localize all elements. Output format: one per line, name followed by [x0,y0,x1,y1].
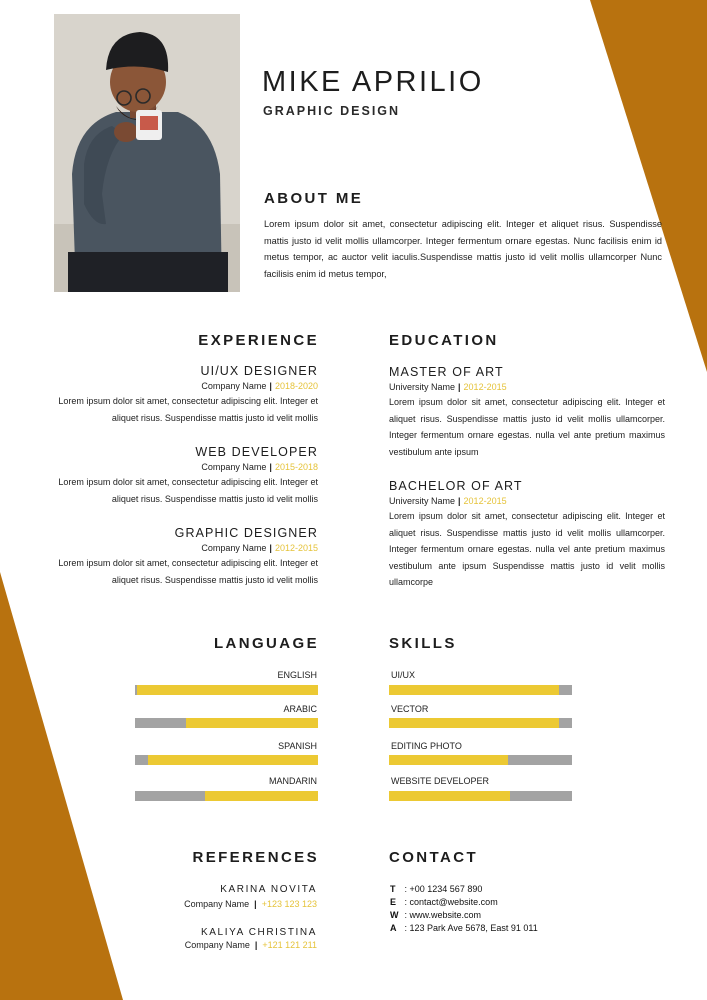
skill-label: VECTOR [391,704,429,714]
reference-name: KALIYA CHRISTINA [201,927,317,938]
experience-heading: EXPERIENCE [198,332,319,349]
job-title: UI/UX DESIGNER [200,364,318,378]
separator: | [269,381,272,391]
person-portrait-image [54,14,240,292]
language-label: ARABIC [283,704,317,714]
education-description: Lorem ipsum dolor sit amet, consectetur adipiscing elit. Integer et aliquet risus. Suspendisse mattis justo id velit mollis ullamcorper. Integer fermentum ornare egestas. nulla vel ante pretium maximus vestibulum ante ipsum [389,397,665,457]
skill-level-bar [389,718,572,728]
contact-value: www.website.com [409,910,482,920]
reference-phone: +123 123 123 [261,899,317,909]
company-name: Company Name [201,543,267,553]
contact-heading: CONTACT [389,849,479,866]
separator: | [269,543,272,553]
experience-item [46,445,318,507]
job-meta [46,462,318,472]
skill-level-bar [389,791,572,801]
company-name: Company Name [201,462,267,472]
contact-value: contact@website.com [409,897,498,907]
language-level-bar [135,685,318,695]
separator: | [458,382,461,392]
separator: | [254,940,258,950]
reference-meta [120,899,317,909]
language-level-fill [186,718,318,728]
language-level-bar [135,755,318,765]
contact-key: W [390,910,399,920]
experience-item [46,364,318,426]
language-label: ENGLISH [277,670,317,680]
education-meta [389,496,665,506]
references-heading: REFERENCES [192,849,319,866]
contact-phone: T : +00 1234 567 890 [390,884,483,894]
degree-title: MASTER OF ART [389,365,504,379]
language-label: MANDARIN [268,776,317,786]
company-name: Company Name [201,381,267,391]
job-years: 2012-2015 [274,543,318,553]
reference-company: Company Name [184,940,250,950]
education-meta [389,382,665,392]
about-text: Lorem ipsum dolor sit amet, consectetur adipiscing elit. Integer et aliquet risus. Suspendisse mattis justo id velit mollis ullamcorper. Integer fermentum ornare egestas. Nunc facilisis enim id metus tempor, ac auctor velit iaculis.Suspendisse mattis justo id velit mollis ullamcorper Nunc facilisis enim id metus tempor, [264,219,662,279]
contact-address: A : 123 Park Ave 5678, East 91 011 [390,923,538,933]
language-label: SPANISH [278,741,317,751]
job-meta [46,381,318,391]
job-title: GRAPHIC DESIGNER [174,526,318,540]
school-name: University Name [389,496,456,506]
separator: | [269,462,272,472]
contact-key: E [390,897,397,907]
education-years: 2012-2015 [463,382,507,392]
language-level-fill [205,791,318,801]
job-description: Lorem ipsum dolor sit amet, consectetur adipiscing elit. Integer et aliquet risus. Suspendisse mattis justo id velit mollis [58,558,318,585]
contact-email: E : contact@website.com [390,897,498,907]
accent-stripe-top-right [590,0,707,372]
language-level-bar [135,718,318,728]
contact-website: W : www.website.com [390,910,482,920]
education-years: 2012-2015 [463,496,507,506]
education-description: Lorem ipsum dolor sit amet, consectetur adipiscing elit. Integer et aliquet risus. Suspendisse mattis justo id velit mollis ullamcorper. Integer fermentum ornare egestas. nulla vel ante pretium maximus vestibulum ante ipsum Suspendisse mattis justo id velit mollis ullamcorpe [389,511,665,587]
experience-item [46,526,318,588]
language-level-fill [148,755,318,765]
accent-stripe-bottom-left [0,572,123,1000]
job-description: Lorem ipsum dolor sit amet, consectetur adipiscing elit. Integer et aliquet risus. Suspendisse mattis justo id velit mollis [58,477,318,504]
language-level-bar [135,791,318,801]
skill-level-bar [389,685,572,695]
skills-heading: SKILLS [389,635,457,652]
reference-company: Company Name [184,899,250,909]
language-heading: LANGUAGE [213,635,319,652]
skill-level-fill [389,718,559,728]
skill-label: EDITING PHOTO [391,741,462,751]
skill-label: UI/UX [391,670,416,680]
reference-name: KARINA NOVITA [220,884,317,895]
job-title: WEB DEVELOPER [195,445,318,459]
reference-phone: +121 121 211 [262,940,317,950]
job-meta [46,543,318,553]
education-heading: EDUCATION [389,332,499,349]
skill-label: WEBSITE DEVELOPER [391,776,490,786]
language-level-fill [137,685,318,695]
person-title: GRAPHIC DESIGN [263,104,401,118]
job-description: Lorem ipsum dolor sit amet, consectetur adipiscing elit. Integer et aliquet risus. Suspendisse mattis justo id velit mollis [58,396,318,423]
skill-level-fill [389,755,508,765]
contact-value: +00 1234 567 890 [409,884,483,894]
about-heading: ABOUT ME [264,190,364,207]
separator: | [458,496,461,506]
contact-key: A [390,923,397,933]
education-item [389,479,665,591]
job-years: 2018-2020 [274,381,318,391]
degree-title: BACHELOR OF ART [389,479,523,493]
education-item [389,365,665,460]
skill-level-fill [389,791,510,801]
contact-value: 123 Park Ave 5678, East 91 011 [409,923,538,933]
contact-key: T [390,884,396,894]
person-name: MIKE APRILIO [262,66,484,98]
school-name: University Name [389,382,456,392]
reference-meta [120,940,317,950]
job-years: 2015-2018 [274,462,318,472]
skill-level-fill [389,685,559,695]
profile-photo [54,14,240,292]
skill-level-bar [389,755,572,765]
separator: | [254,899,257,909]
